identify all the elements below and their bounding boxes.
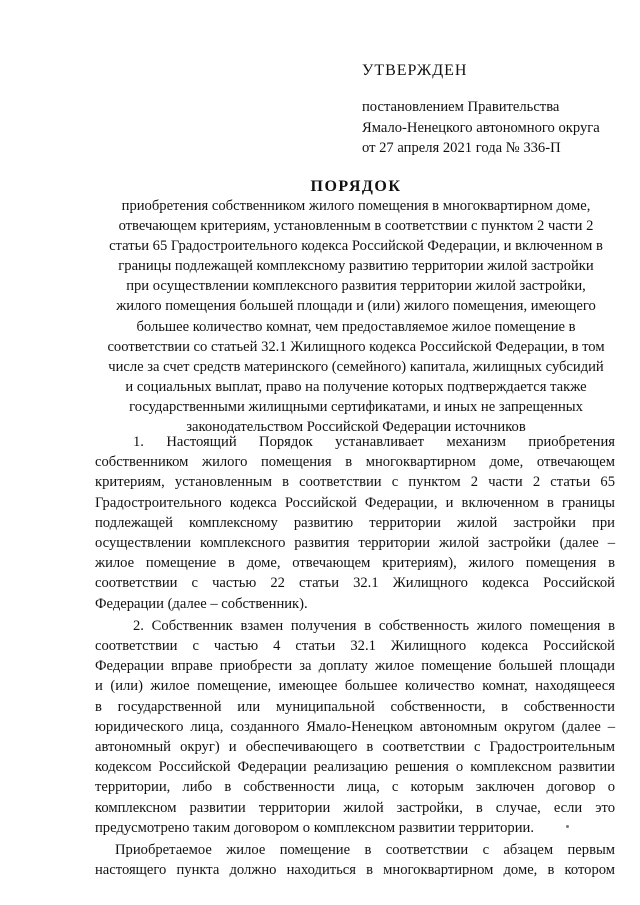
paragraph-line: 2. Собственник взамен получения в собственность жилого помещения в xyxy=(133,617,615,634)
paragraph-line: Федерации (далее – собственник). xyxy=(95,595,308,612)
subtitle-line: границы подлежащей комплексному развитию территории жилой застройки xyxy=(118,258,594,275)
paragraph-line: Федерации вправе приобрести за доплату жилое помещение большей площади xyxy=(95,658,615,675)
document-body xyxy=(95,432,615,880)
subtitle-line: и социальных выплат, право на получение которых подтверждается также xyxy=(125,378,587,395)
approval-stamp-heading: УТВЕРЖДЕН xyxy=(362,62,468,79)
approval-line: Ямало-Ненецкого автономного округа xyxy=(362,119,600,136)
paragraph-line: настоящего пункта должно находиться в многоквартирном доме, в котором xyxy=(95,862,615,879)
paragraph-line: 1. Настоящий Порядок устанавливает механизм приобретения xyxy=(133,434,615,450)
subtitle-line: статьи 65 Градостроительного кодекса Российской Федерации, и включенном в xyxy=(109,238,603,255)
paragraph-line: кодексом Российской Федерации реализацию решения о комплексном развитии xyxy=(95,759,615,776)
paragraph-line: критериям, установленным в соответствии с пунктом 2 части 2 статьи 65 xyxy=(95,474,615,491)
subtitle-line: отвечающем критериям, установленным в соответствии с пунктом 2 части 2 xyxy=(118,218,594,235)
subtitle-line: при осуществлении комплексного развития территории жилой застройки, xyxy=(126,278,586,295)
paragraph-line: предусмотрено таким договором о комплексном развитии территории. xyxy=(95,819,534,836)
paragraph-1 xyxy=(95,432,615,614)
subtitle-line: приобретения собственником жилого помещения в многоквартирном доме, xyxy=(121,198,591,214)
paragraph-line: собственником жилого помещения в многоквартирном доме, отвечающем xyxy=(95,454,615,471)
paragraph-line: Приобретаемое жилое помещение в соответствии с абзацем первым xyxy=(115,842,615,859)
paragraph-line: и (или) жилое помещение, имеющее большее количество комнат, находящееся xyxy=(95,678,615,695)
paragraph-line: соответствии с частью 4 статьи 32.1 Жилищного кодекса Российской xyxy=(95,638,615,655)
paragraph-2 xyxy=(95,616,615,838)
subtitle-line: государственными жилищными сертификатами, и иных не запрещенных xyxy=(129,398,583,415)
subtitle-line: соответствии со статьей 32.1 Жилищного кодекса Российской Федерации, в том xyxy=(107,338,605,355)
paragraph-line: Градостроительного кодекса Российской Федерации, и включенном в границы xyxy=(95,494,615,511)
paragraph-line: жилое помещение в доме, отвечающем критериям), жилого помещения в xyxy=(95,555,615,572)
scan-speck xyxy=(566,825,569,828)
paragraph-line: подлежащей комплексному развитию территории жилой застройки при xyxy=(95,514,615,531)
paragraph-line: территории, либо в собственности лица, с которым заключен договор о xyxy=(95,779,615,796)
document-subtitle xyxy=(90,196,622,437)
subtitle-line: жилого помещения большей площади и (или) жилого помещения, имеющего xyxy=(116,298,596,315)
subtitle-line: числе за счет средств материнского (семейного) капитала, жилищных субсидий xyxy=(108,358,604,375)
paragraph-line: юридического лица, созданного Ямало-Ненецком автономным округом (далее – xyxy=(95,718,615,735)
paragraph-line: автономный округ) и обеспечивающего в соответствии с Градостроительным xyxy=(95,739,615,756)
approval-line: от 27 апреля 2021 года № 336-П xyxy=(362,140,561,156)
subtitle-line: законодательством Российской Федерации источников xyxy=(186,419,526,436)
approval-resolution-block xyxy=(362,97,632,159)
paragraph-3 xyxy=(95,840,615,880)
paragraph-line: соответствии с частью 22 статьи 32.1 Жилищного кодекса Российской xyxy=(95,575,615,592)
approval-line: постановлением Правительства xyxy=(362,99,560,115)
document-title: ПОРЯДОК xyxy=(310,178,402,195)
paragraph-line: осуществлении комплексного развития территории жилой застройки (далее – xyxy=(95,535,615,552)
paragraph-line: в государственной или муниципальной собственности, в собственности xyxy=(95,698,615,715)
subtitle-line: большее количество комнат, чем предоставляемое жилое помещение в xyxy=(136,318,576,335)
paragraph-line: комплексном развитии территории жилой застройки, в случае, если это xyxy=(95,799,615,816)
